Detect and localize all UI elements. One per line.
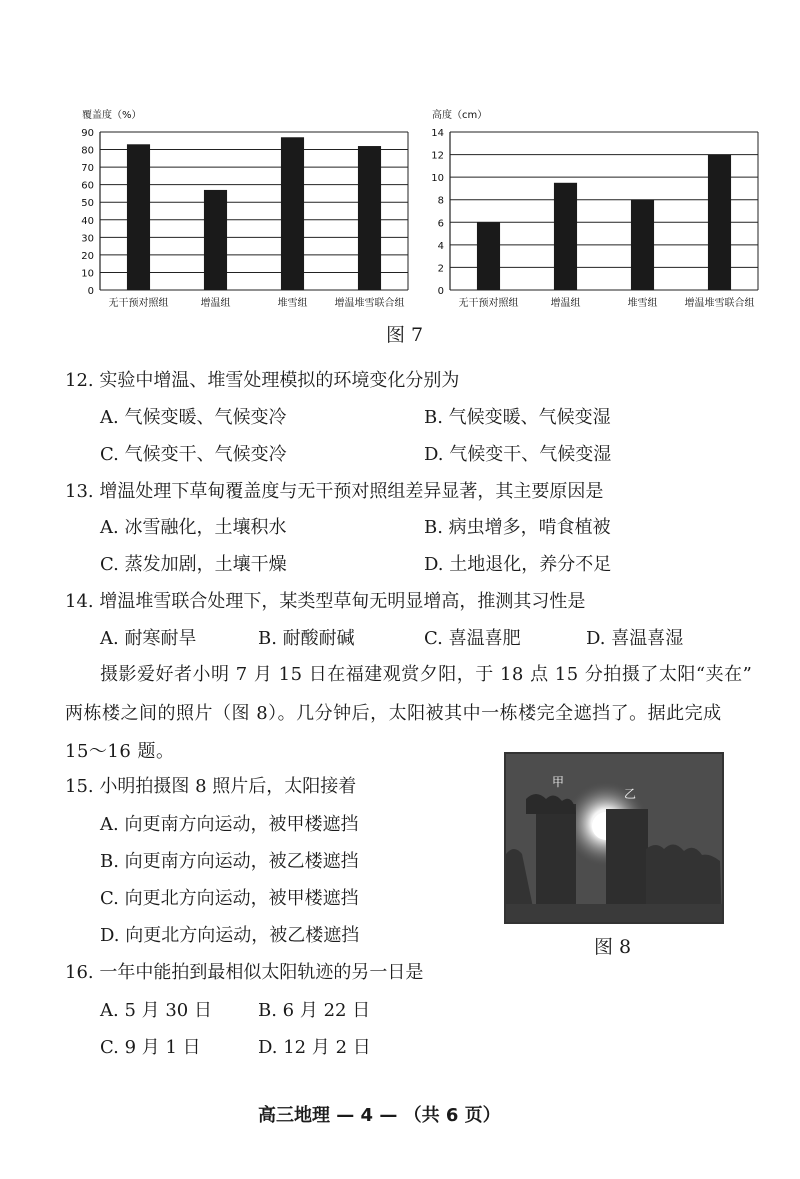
coverage-chart-y-tick-70: 70 — [81, 163, 94, 175]
q12-option-d: D. 气候变干、气候变湿 — [424, 444, 612, 465]
height-chart-y-tick-0: 0 — [437, 286, 444, 297]
coverage-chart-x-tick-1: 增温组 — [200, 298, 231, 309]
q12-option-a: A. 气候变暖、气候变冷 — [100, 407, 287, 428]
q15-option-b: B. 向更南方向运动，被乙楼遮挡 — [100, 851, 359, 872]
label-jia: 甲 — [552, 775, 565, 789]
coverage-chart-bar-2 — [281, 137, 304, 290]
height-chart-bar-0 — [477, 222, 500, 290]
figure-7-caption: 图 7 — [386, 324, 424, 346]
q14-option-a: A. 耐寒耐旱 — [100, 628, 197, 649]
passage-line-3: 15～16 题。 — [65, 741, 175, 762]
q13-option-a: A. 冰雪融化，土壤积水 — [100, 517, 287, 538]
coverage-chart-x-tick-2: 堆雪组 — [277, 298, 308, 309]
q15-option-c: C. 向更北方向运动，被甲楼遮挡 — [100, 888, 359, 909]
q15-option-d: D. 向更北方向运动，被乙楼遮挡 — [100, 925, 360, 946]
height-chart-svg — [410, 100, 770, 320]
q14-option-c: C. 喜温喜肥 — [424, 628, 521, 649]
coverage-chart-y-tick-0: 0 — [87, 286, 94, 297]
q12-option-b: B. 气候变暖、气候变湿 — [424, 407, 611, 428]
q16-option-c: C. 9 月 1 日 — [100, 1037, 201, 1058]
q13-option-b: B. 病虫增多，啃食植被 — [424, 517, 611, 538]
coverage-chart-y-axis-label: 覆盖度（%） — [82, 110, 142, 121]
height-chart-y-tick-2: 2 — [437, 263, 444, 275]
height-chart-y-tick-8: 8 — [437, 195, 444, 207]
height-chart-x-tick-1: 增温组 — [550, 298, 581, 309]
q16-option-a: A. 5 月 30 日 — [100, 1000, 212, 1021]
page-footer: 高三地理 — 4 — （共 6 页） — [258, 1105, 501, 1126]
q14-option-b: B. 耐酸耐碱 — [258, 628, 355, 649]
coverage-chart-bar-1 — [204, 190, 227, 290]
q14-stem: 14. 增温堆雪联合处理下，某类型草甸无明显增高，推测其习性是 — [65, 591, 586, 612]
coverage-chart-x-tick-3: 增温堆雪联合组 — [334, 298, 405, 309]
height-chart-y-tick-14: 14 — [431, 128, 444, 139]
q13-option-c: C. 蒸发加剧，土壤干燥 — [100, 554, 287, 575]
coverage-bar-chart — [60, 100, 420, 320]
height-chart-bar-2 — [631, 200, 654, 290]
passage-line-1: 摄影爱好者小明 7 月 15 日在福建观赏夕阳，于 18 点 15 分拍摄了太阳“夹在” — [100, 664, 753, 685]
coverage-chart-bar-0 — [127, 144, 150, 290]
coverage-chart-y-tick-10: 10 — [81, 268, 94, 280]
coverage-chart-y-tick-80: 80 — [81, 145, 94, 157]
q13-option-d: D. 土地退化，养分不足 — [424, 554, 612, 575]
height-chart-x-tick-0: 无干预对照组 — [458, 298, 519, 309]
coverage-chart-y-tick-50: 50 — [81, 198, 94, 210]
coverage-chart-y-tick-90: 90 — [81, 128, 94, 139]
q16-stem: 16. 一年中能拍到最相似太阳轨迹的另一日是 — [65, 962, 424, 983]
label-yi: 乙 — [624, 787, 637, 801]
coverage-chart-x-tick-0: 无干预对照组 — [108, 298, 169, 309]
height-chart-y-tick-12: 12 — [431, 150, 444, 162]
q16-option-d: D. 12 月 2 日 — [258, 1037, 371, 1058]
height-bar-chart — [410, 100, 770, 320]
height-chart-y-tick-4: 4 — [437, 240, 444, 252]
coverage-chart-y-tick-40: 40 — [81, 215, 94, 227]
q12-option-c: C. 气候变干、气候变冷 — [100, 444, 287, 465]
q15-option-a: A. 向更南方向运动，被甲楼遮挡 — [100, 814, 359, 835]
figure-8-caption: 图 8 — [594, 936, 632, 958]
coverage-chart-y-tick-30: 30 — [81, 233, 94, 245]
q12-stem: 12. 实验中增温、堆雪处理模拟的环境变化分别为 — [65, 370, 460, 391]
coverage-chart-y-tick-60: 60 — [81, 180, 94, 192]
height-chart-x-tick-2: 堆雪组 — [627, 298, 658, 309]
height-chart-y-tick-6: 6 — [437, 218, 444, 230]
height-chart-bar-3 — [708, 155, 731, 290]
sunset-photo-illustration — [506, 754, 722, 922]
sunset-photo — [504, 752, 724, 924]
height-chart-x-tick-3: 增温堆雪联合组 — [684, 298, 755, 309]
q13-stem: 13. 增温处理下草甸覆盖度与无干预对照组差异显著，其主要原因是 — [65, 481, 604, 502]
q16-option-b: B. 6 月 22 日 — [258, 1000, 371, 1021]
coverage-chart-bar-3 — [358, 146, 381, 290]
height-chart-y-tick-10: 10 — [431, 173, 444, 185]
q15-stem: 15. 小明拍摄图 8 照片后，太阳接着 — [65, 776, 357, 797]
height-chart-y-axis-label: 高度（cm） — [432, 110, 488, 121]
passage-line-2: 两栋楼之间的照片（图 8）。几分钟后，太阳被其中一栋楼完全遮挡了。据此完成 — [65, 703, 722, 724]
coverage-chart-y-tick-20: 20 — [81, 250, 94, 262]
coverage-chart-svg — [60, 100, 420, 320]
q14-option-d: D. 喜温喜湿 — [586, 628, 684, 649]
height-chart-bar-1 — [554, 183, 577, 290]
